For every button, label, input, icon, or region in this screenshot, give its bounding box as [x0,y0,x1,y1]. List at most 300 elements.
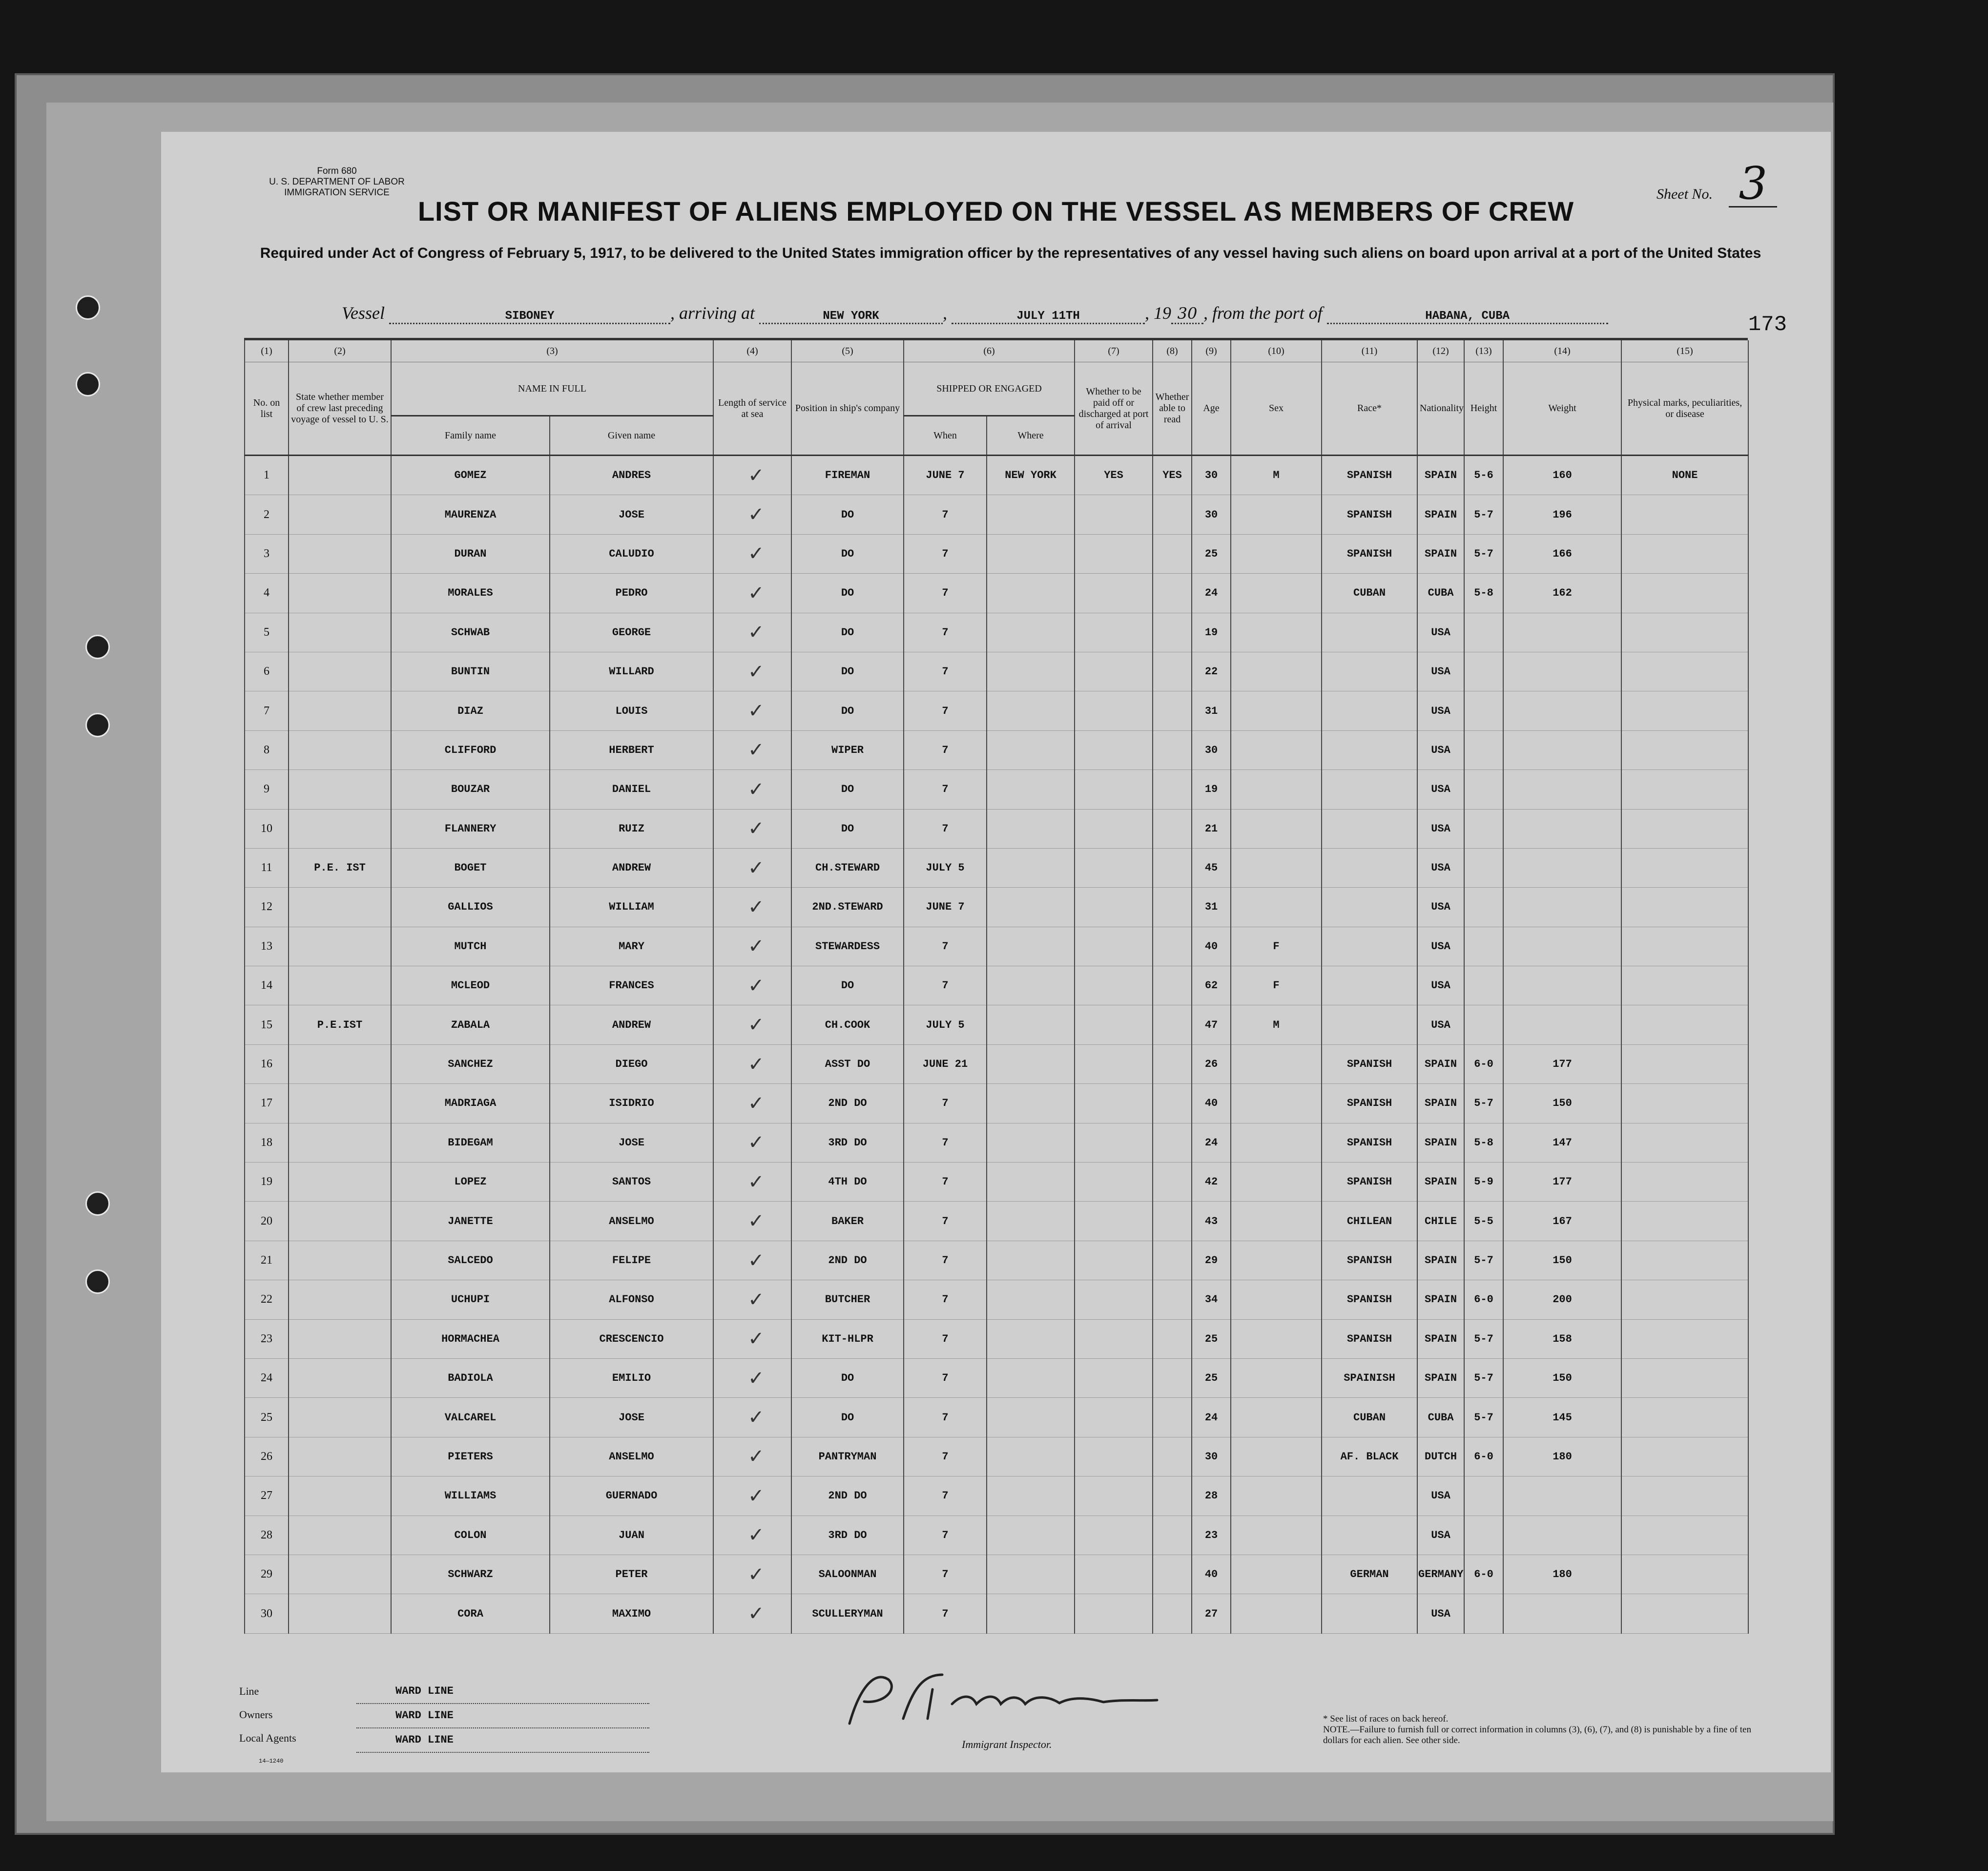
paid-off-cell [1075,1476,1153,1516]
race-cell: CUBAN [1322,1398,1417,1437]
table-row [245,1358,1748,1397]
age-cell: 27 [1192,1594,1231,1633]
table-row [245,927,1748,966]
given-name-cell: JOSE [550,495,713,534]
nationality-cell: USA [1417,730,1464,769]
height-cell: 6-0 [1464,1280,1503,1319]
given-name-cell: JOSE [550,1123,713,1162]
shipped-when-cell: 7 [904,691,987,730]
sex-cell: M [1231,456,1322,495]
position-cell: DO [791,1398,904,1437]
table-row [245,495,1748,534]
height-cell [1464,691,1503,730]
shipped-when-cell: 7 [904,966,987,1005]
able-to-read-cell [1153,1476,1192,1516]
sex-cell [1231,1516,1322,1555]
prev-voyage-cell [289,1555,391,1594]
physical-marks-cell [1621,1044,1748,1083]
weight-cell: 162 [1503,574,1621,613]
sex-cell [1231,495,1322,534]
prev-voyage-cell: P.E.IST [289,1005,391,1044]
col-where: Where [987,416,1075,456]
physical-marks-cell [1621,809,1748,848]
sex-cell [1231,652,1322,691]
race-cell [1322,1476,1417,1516]
family-name-cell: SCHWARZ [391,1555,550,1594]
age-cell: 25 [1192,1358,1231,1397]
table-row [245,1123,1748,1162]
row-number-cell: 30 [245,1594,289,1633]
physical-marks-cell [1621,1163,1748,1202]
weight-cell [1503,927,1621,966]
col-shipped: SHIPPED OR ENGAGED [904,362,1075,416]
service-check-cell: ✓ [713,1398,791,1437]
service-check-cell: ✓ [713,1202,791,1241]
physical-marks-cell [1621,1594,1748,1633]
able-to-read-cell [1153,1555,1192,1594]
paid-off-cell [1075,848,1153,887]
col-able-read: Whether able to read [1153,362,1192,456]
sex-cell [1231,1358,1322,1397]
service-check-cell: ✓ [713,495,791,534]
family-name-cell: HORMACHEA [391,1319,550,1358]
age-cell: 40 [1192,927,1231,966]
service-check-cell: ✓ [713,1476,791,1516]
nationality-cell: SPAIN [1417,1280,1464,1319]
nationality-cell: USA [1417,1476,1464,1516]
nationality-cell: DUTCH [1417,1437,1464,1476]
sex-cell [1231,888,1322,927]
nationality-cell: SPAIN [1417,1319,1464,1358]
form-number: Form 680 U. S. DEPARTMENT OF LABOR IMMIGRATION SERVICE [269,166,405,198]
table-row [245,534,1748,573]
paid-off-cell [1075,1594,1153,1633]
age-cell: 30 [1192,456,1231,495]
position-cell: 2ND.STEWARD [791,888,904,927]
paid-off-cell [1075,927,1153,966]
paid-off-cell [1075,495,1153,534]
position-cell: BAKER [791,1202,904,1241]
nationality-cell: SPAIN [1417,1123,1464,1162]
family-name-cell: LOPEZ [391,1163,550,1202]
nationality-cell: CHILE [1417,1202,1464,1241]
service-check-cell: ✓ [713,1084,791,1123]
inspector-signature [830,1660,1172,1733]
able-to-read-cell [1153,1123,1192,1162]
sex-cell [1231,730,1322,769]
service-check-cell: ✓ [713,1594,791,1633]
prev-voyage-cell [289,534,391,573]
height-cell: 5-7 [1464,1241,1503,1280]
race-cell [1322,809,1417,848]
row-number-cell: 27 [245,1476,289,1516]
paid-off-cell [1075,888,1153,927]
family-name-cell: BOGET [391,848,550,887]
shipped-where-cell [987,1437,1075,1476]
family-name-cell: PIETERS [391,1437,550,1476]
weight-cell [1503,730,1621,769]
nationality-cell: USA [1417,888,1464,927]
col-when: When [904,416,987,456]
prev-voyage-cell [289,1163,391,1202]
row-number-cell: 8 [245,730,289,769]
age-cell: 22 [1192,652,1231,691]
able-to-read-cell [1153,809,1192,848]
col-weight: Weight [1503,362,1621,456]
given-name-cell: ANDREW [550,1005,713,1044]
shipped-where-cell [987,1202,1075,1241]
shipped-where-cell [987,770,1075,809]
race-cell: SPANISH [1322,1241,1417,1280]
shipped-where-cell [987,1280,1075,1319]
height-cell: 5-7 [1464,534,1503,573]
service-check-cell: ✓ [713,613,791,652]
prev-voyage-cell [289,1476,391,1516]
race-cell: SPANISH [1322,456,1417,495]
sex-cell [1231,770,1322,809]
sex-cell [1231,1044,1322,1083]
prev-voyage-cell [289,1358,391,1397]
age-cell: 31 [1192,691,1231,730]
race-cell: SPANISH [1322,534,1417,573]
family-name-cell: UCHUPI [391,1280,550,1319]
prev-voyage-cell [289,809,391,848]
sex-cell: M [1231,1005,1322,1044]
prev-voyage-cell [289,495,391,534]
binder-hole [85,1269,110,1294]
position-cell: DO [791,574,904,613]
sex-cell [1231,1163,1322,1202]
physical-marks-cell [1621,613,1748,652]
paid-off-cell [1075,534,1153,573]
able-to-read-cell [1153,534,1192,573]
family-name-cell: MORALES [391,574,550,613]
given-name-cell: HERBERT [550,730,713,769]
given-name-cell: JOSE [550,1398,713,1437]
paid-off-cell [1075,1123,1153,1162]
paid-off-cell [1075,613,1153,652]
family-name-cell: DURAN [391,534,550,573]
paid-off-cell [1075,1005,1153,1044]
weight-cell: 196 [1503,495,1621,534]
table-row [245,1398,1748,1437]
row-number-cell: 19 [245,1163,289,1202]
race-cell [1322,613,1417,652]
physical-marks-cell [1621,1437,1748,1476]
table-row [245,848,1748,887]
shipped-where-cell [987,966,1075,1005]
row-number-cell: 21 [245,1241,289,1280]
race-cell [1322,730,1417,769]
position-cell: 4TH DO [791,1163,904,1202]
given-name-cell: EMILIO [550,1358,713,1397]
physical-marks-cell [1621,534,1748,573]
able-to-read-cell [1153,1241,1192,1280]
table-row [245,1555,1748,1594]
physical-marks-cell [1621,652,1748,691]
service-check-cell: ✓ [713,1555,791,1594]
family-name-cell: MADRIAGA [391,1084,550,1123]
nationality-cell: CUBA [1417,1398,1464,1437]
given-name-cell: ALFONSO [550,1280,713,1319]
able-to-read-cell [1153,1516,1192,1555]
given-name-cell: ANDREW [550,848,713,887]
shipped-when-cell: 7 [904,1437,987,1476]
shipped-where-cell [987,1555,1075,1594]
owners-value: WARD LINE [356,1704,649,1728]
given-name-cell: DANIEL [550,770,713,809]
nationality-cell: USA [1417,809,1464,848]
sex-cell [1231,848,1322,887]
service-check-cell: ✓ [713,848,791,887]
able-to-read-cell: YES [1153,456,1192,495]
table-row [245,1319,1748,1358]
table-row [245,966,1748,1005]
row-number-cell: 12 [245,888,289,927]
height-cell: 5-8 [1464,1123,1503,1162]
prev-voyage-cell [289,1398,391,1437]
able-to-read-cell [1153,652,1192,691]
paid-off-cell [1075,1437,1153,1476]
able-to-read-cell [1153,1398,1192,1437]
shipped-when-cell: 7 [904,1280,987,1319]
age-cell: 29 [1192,1241,1231,1280]
height-cell: 6-0 [1464,1437,1503,1476]
row-number-cell: 28 [245,1516,289,1555]
able-to-read-cell [1153,1280,1192,1319]
physical-marks-cell [1621,1123,1748,1162]
service-check-cell: ✓ [713,1516,791,1555]
shipped-when-cell: 7 [904,534,987,573]
shipped-where-cell [987,691,1075,730]
header-row [245,362,1748,416]
physical-marks-cell [1621,691,1748,730]
paid-off-cell [1075,1163,1153,1202]
paid-off-cell [1075,809,1153,848]
able-to-read-cell [1153,1319,1192,1358]
weight-cell: 150 [1503,1084,1621,1123]
shipped-when-cell: 7 [904,1594,987,1633]
table-row [245,1476,1748,1516]
position-cell: KIT-HLPR [791,1319,904,1358]
position-cell: 3RD DO [791,1516,904,1555]
prev-voyage-cell [289,1437,391,1476]
nationality-cell: SPAIN [1417,1044,1464,1083]
weight-cell: 158 [1503,1319,1621,1358]
document-header [161,132,1831,337]
position-cell: DO [791,770,904,809]
family-name-cell: COLON [391,1516,550,1555]
service-check-cell: ✓ [713,966,791,1005]
able-to-read-cell [1153,730,1192,769]
sex-cell [1231,1241,1322,1280]
position-cell: DO [791,691,904,730]
footer-note: * See list of races on back hereof. NOTE.—Failure to furnish full or correct information in columns (3), (6), (7), and (8) is punishable by a fine of ten dollars for each alien. See other side. [1323,1714,1751,1746]
prev-voyage-cell [289,888,391,927]
shipped-where-cell [987,1044,1075,1083]
family-name-cell: DIAZ [391,691,550,730]
given-name-cell: WILLARD [550,652,713,691]
height-cell [1464,809,1503,848]
row-number-cell: 17 [245,1084,289,1123]
nationality-cell: USA [1417,927,1464,966]
paid-off-cell [1075,691,1153,730]
shipped-where-cell [987,848,1075,887]
weight-cell [1503,809,1621,848]
paid-off-cell [1075,1516,1153,1555]
position-cell: DO [791,809,904,848]
sex-cell [1231,1398,1322,1437]
weight-cell [1503,652,1621,691]
able-to-read-cell [1153,1358,1192,1397]
row-number-cell: 14 [245,966,289,1005]
given-name-cell: ANSELMO [550,1202,713,1241]
sex-cell: F [1231,966,1322,1005]
position-cell: DO [791,652,904,691]
nationality-cell: USA [1417,1005,1464,1044]
age-cell: 30 [1192,730,1231,769]
shipped-when-cell: 7 [904,1319,987,1358]
weight-cell: 167 [1503,1202,1621,1241]
paid-off-cell [1075,770,1153,809]
service-check-cell: ✓ [713,1319,791,1358]
prev-voyage-cell [289,691,391,730]
weight-cell: 147 [1503,1123,1621,1162]
sex-cell [1231,1476,1322,1516]
row-number-cell: 23 [245,1319,289,1358]
height-cell [1464,730,1503,769]
able-to-read-cell [1153,888,1192,927]
shipped-where-cell [987,613,1075,652]
col-age: Age [1192,362,1231,456]
physical-marks-cell [1621,1516,1748,1555]
col-nationality: Nationality [1417,362,1464,456]
document-title: LIST OR MANIFEST OF ALIENS EMPLOYED ON THE VESSEL AS MEMBERS OF CREW [417,196,1574,227]
service-check-cell: ✓ [713,652,791,691]
given-name-cell: ISIDRIO [550,1084,713,1123]
race-cell: SPAINISH [1322,1358,1417,1397]
col-race: Race* [1322,362,1417,456]
able-to-read-cell [1153,1163,1192,1202]
service-check-cell: ✓ [713,1437,791,1476]
height-cell [1464,966,1503,1005]
shipped-where-cell [987,652,1075,691]
service-check-cell: ✓ [713,574,791,613]
race-cell: CUBAN [1322,574,1417,613]
binder-hole [76,295,100,320]
nationality-cell: USA [1417,613,1464,652]
race-cell: AF. BLACK [1322,1437,1417,1476]
physical-marks-cell [1621,888,1748,927]
nationality-cell: SPAIN [1417,1241,1464,1280]
race-cell [1322,691,1417,730]
prev-voyage-cell [289,1280,391,1319]
col-sex: Sex [1231,362,1322,456]
shipped-where-cell [987,495,1075,534]
row-number-cell: 6 [245,652,289,691]
height-cell [1464,1594,1503,1633]
age-cell: 21 [1192,809,1231,848]
position-cell: PANTRYMAN [791,1437,904,1476]
physical-marks-cell: NONE [1621,456,1748,495]
prev-voyage-cell [289,1202,391,1241]
table-row [245,1594,1748,1633]
prev-voyage-cell [289,1241,391,1280]
shipped-when-cell: 7 [904,770,987,809]
age-cell: 47 [1192,1005,1231,1044]
service-check-cell: ✓ [713,691,791,730]
family-name-cell: BOUZAR [391,770,550,809]
prev-voyage-cell [289,730,391,769]
weight-cell: 150 [1503,1241,1621,1280]
shipped-when-cell: 7 [904,1123,987,1162]
shipped-when-cell: 7 [904,1516,987,1555]
nationality-cell: SPAIN [1417,1163,1464,1202]
family-name-cell: BUNTIN [391,652,550,691]
vessel-name: SIBONEY [389,310,670,324]
sex-cell [1231,1084,1322,1123]
service-check-cell: ✓ [713,809,791,848]
prev-voyage-cell [289,966,391,1005]
family-name-cell: BIDEGAM [391,1123,550,1162]
shipped-where-cell [987,1319,1075,1358]
col-prev-voyage: State whether member of crew last preceding voyage of vessel to U. S. [289,362,391,456]
binder-hole [85,713,110,737]
height-cell [1464,1476,1503,1516]
shipped-when-cell: 7 [904,1241,987,1280]
prev-voyage-cell [289,1123,391,1162]
sex-cell [1231,1202,1322,1241]
prev-voyage-cell [289,927,391,966]
row-number-cell: 24 [245,1358,289,1397]
sex-cell [1231,534,1322,573]
physical-marks-cell [1621,966,1748,1005]
family-name-cell: MAURENZA [391,495,550,534]
age-cell: 25 [1192,534,1231,573]
footer-values [356,1680,649,1753]
shipped-where-cell [987,730,1075,769]
weight-cell [1503,1516,1621,1555]
agents-value: WARD LINE [356,1728,649,1753]
inspector-label: Immigrant Inspector. [962,1738,1052,1750]
height-cell: 5-5 [1464,1202,1503,1241]
position-cell: ASST DO [791,1044,904,1083]
given-name-cell: GEORGE [550,613,713,652]
able-to-read-cell [1153,848,1192,887]
position-cell: DO [791,495,904,534]
able-to-read-cell [1153,613,1192,652]
service-check-cell: ✓ [713,1163,791,1202]
race-cell: SPANISH [1322,1044,1417,1083]
table-row [245,1241,1748,1280]
row-number-cell: 7 [245,691,289,730]
line-value: WARD LINE [356,1680,649,1704]
able-to-read-cell [1153,1437,1192,1476]
prev-voyage-cell [289,1319,391,1358]
weight-cell: 180 [1503,1437,1621,1476]
nationality-cell: USA [1417,691,1464,730]
given-name-cell: DIEGO [550,1044,713,1083]
shipped-when-cell: 7 [904,1202,987,1241]
shipped-where-cell: NEW YORK [987,456,1075,495]
prev-voyage-cell [289,1594,391,1633]
position-cell: 2ND DO [791,1084,904,1123]
height-cell: 5-9 [1464,1163,1503,1202]
weight-cell [1503,888,1621,927]
family-name-cell: WILLIAMS [391,1476,550,1516]
footer-labels: Line Owners Local Agents [239,1685,296,1744]
able-to-read-cell [1153,1084,1192,1123]
